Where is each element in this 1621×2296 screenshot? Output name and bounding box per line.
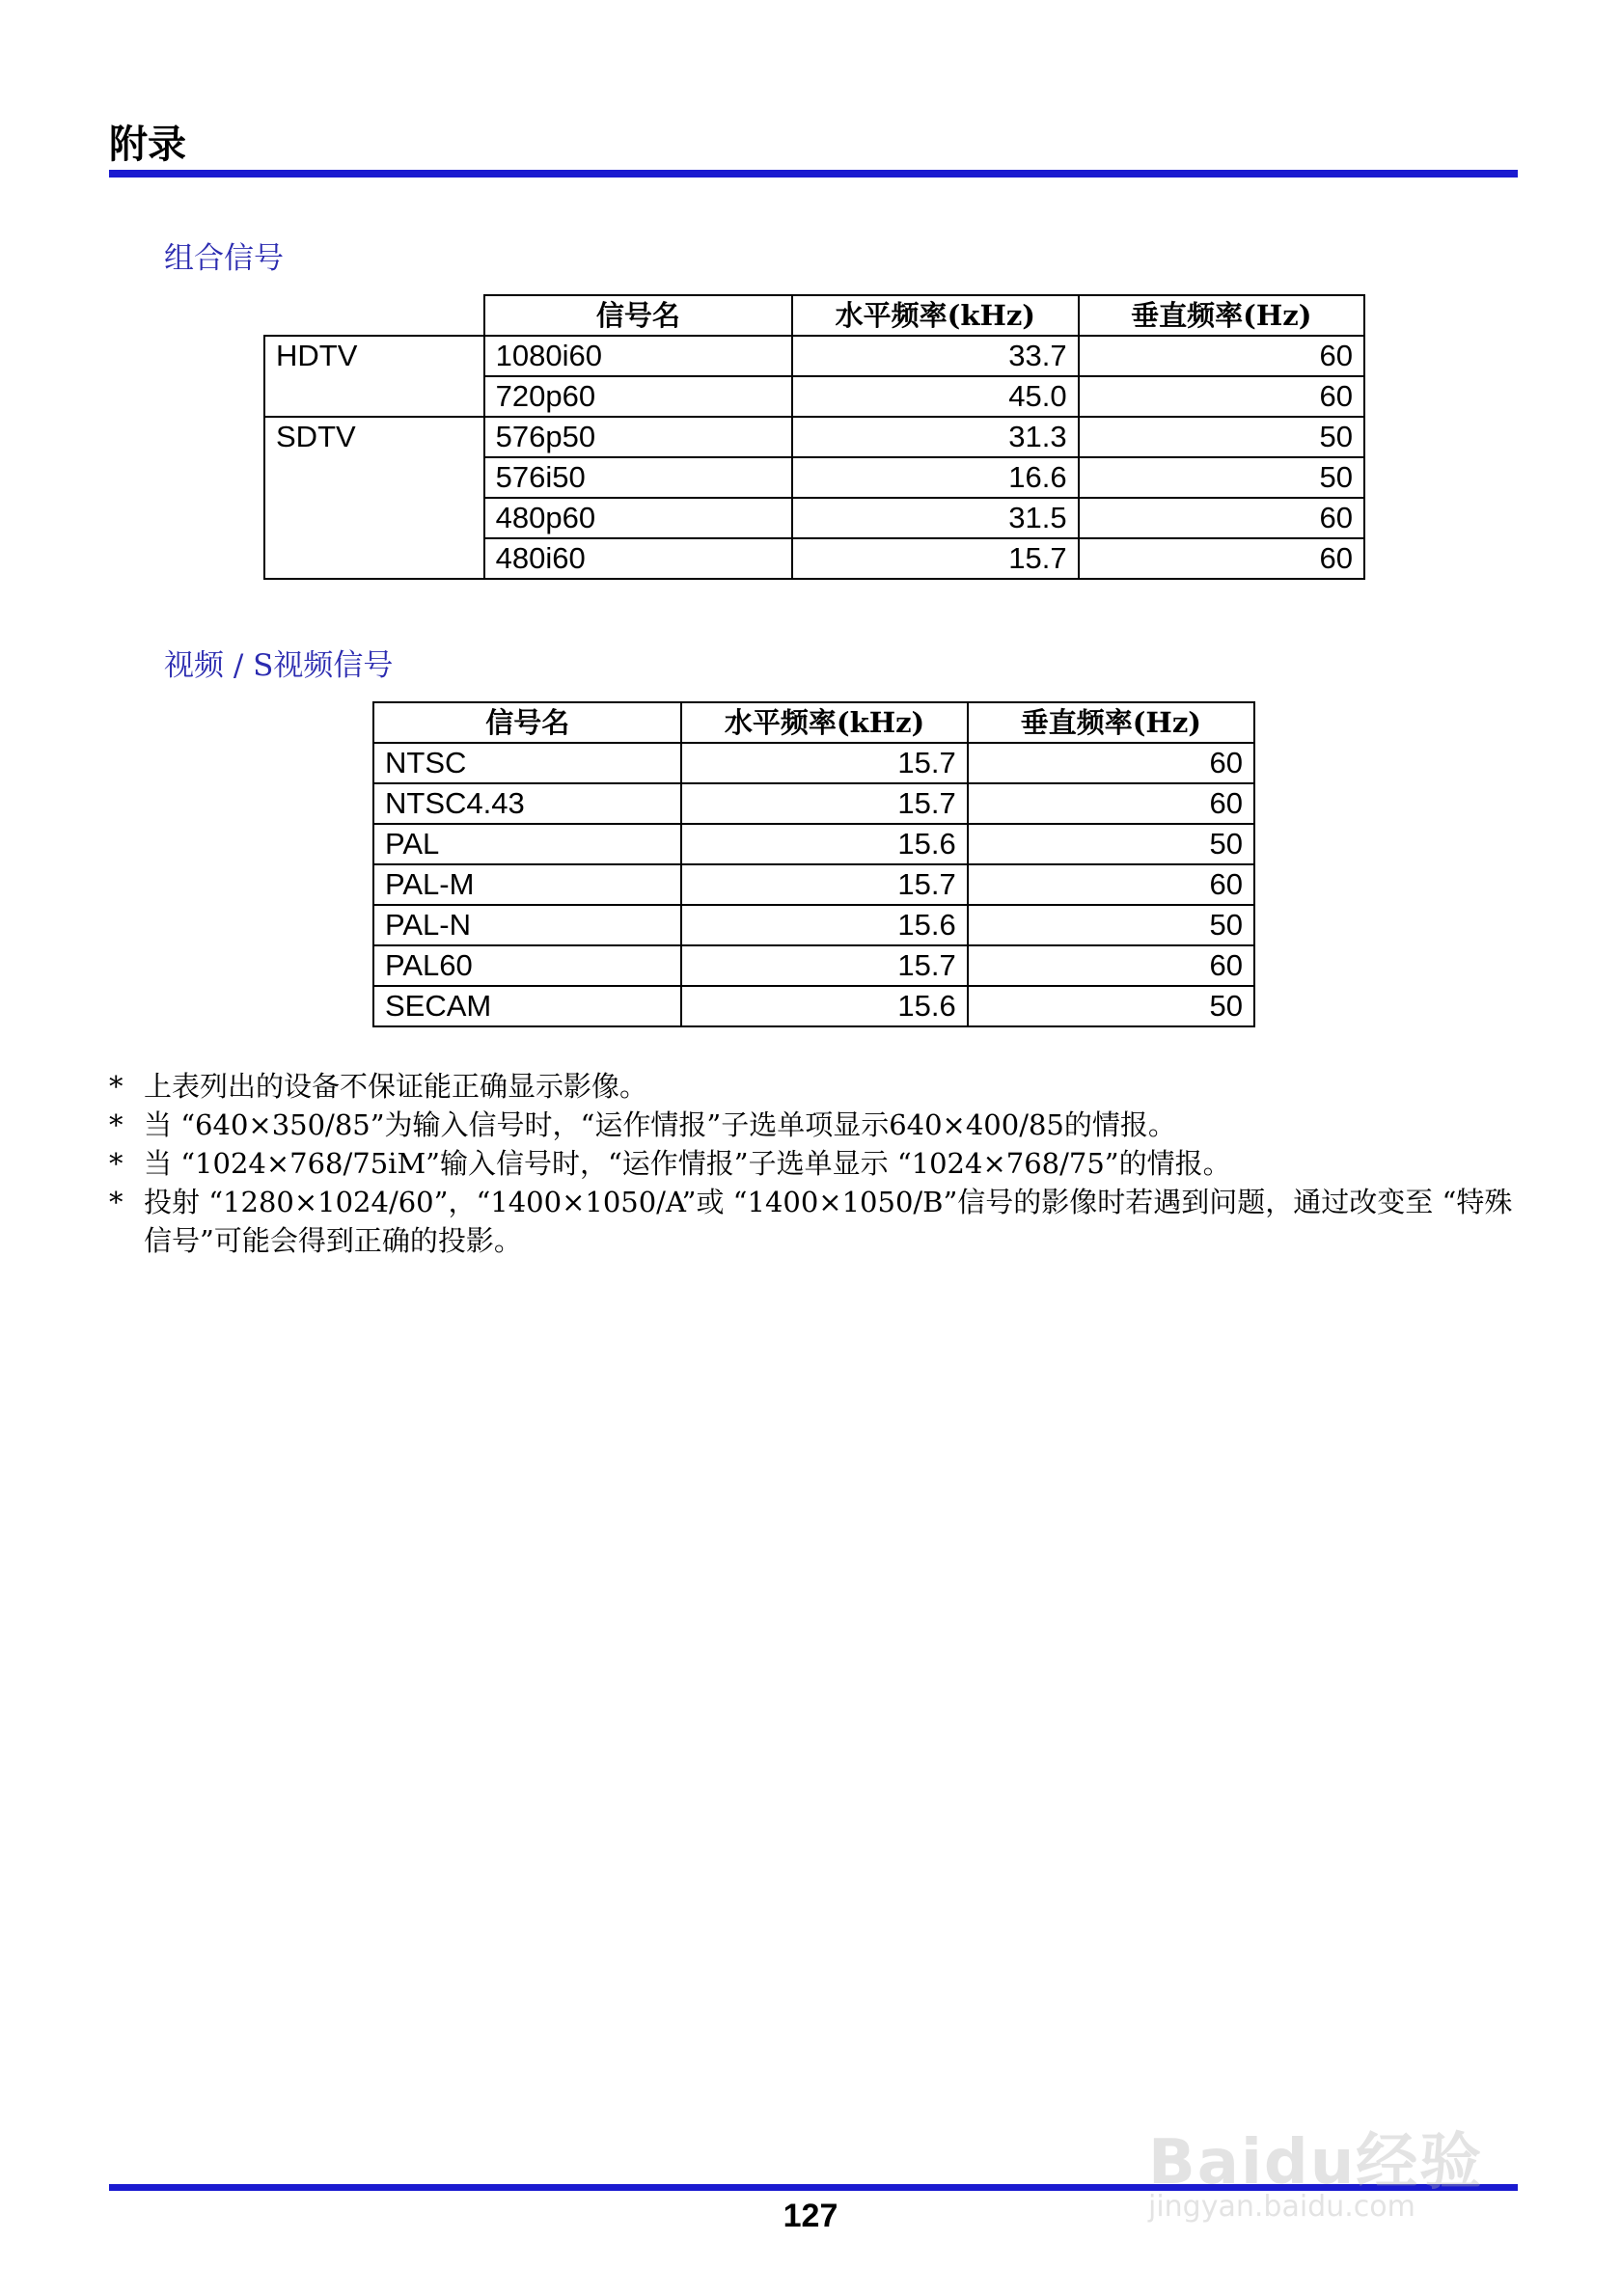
column-header-vertical-frequency: 垂直频率(Hz) bbox=[968, 702, 1254, 743]
column-header-vertical-frequency: 垂直频率(Hz) bbox=[1079, 295, 1364, 336]
vertical-frequency-cell: 60 bbox=[968, 743, 1254, 783]
vertical-frequency-cell: 60 bbox=[968, 945, 1254, 986]
horizontal-frequency-cell: 15.7 bbox=[681, 864, 967, 905]
column-header-horizontal-frequency: 水平频率(kHz) bbox=[681, 702, 967, 743]
signal-name-cell: 480i60 bbox=[484, 538, 792, 579]
table-header-row bbox=[373, 702, 1254, 743]
vertical-frequency-cell: 60 bbox=[968, 783, 1254, 824]
table-row bbox=[373, 864, 1254, 905]
signal-name-cell: NTSC bbox=[373, 743, 681, 783]
page-title: 附录 bbox=[109, 123, 186, 167]
horizontal-frequency-cell: 15.7 bbox=[681, 783, 967, 824]
signal-name-cell: 720p60 bbox=[484, 376, 792, 417]
note-item bbox=[109, 1106, 1527, 1144]
table-row bbox=[264, 417, 1364, 457]
note-item bbox=[109, 1144, 1527, 1183]
horizontal-frequency-cell: 16.6 bbox=[792, 457, 1078, 498]
vertical-frequency-cell: 50 bbox=[968, 905, 1254, 945]
vertical-frequency-cell: 50 bbox=[1079, 457, 1364, 498]
horizontal-frequency-cell: 33.7 bbox=[792, 336, 1078, 376]
baidu-watermark bbox=[1148, 2074, 1553, 2238]
vertical-frequency-cell: 50 bbox=[1079, 417, 1364, 457]
horizontal-frequency-cell: 15.7 bbox=[792, 538, 1078, 579]
vertical-frequency-cell: 50 bbox=[968, 824, 1254, 864]
horizontal-frequency-cell: 31.5 bbox=[792, 498, 1078, 538]
signal-name-cell: PAL bbox=[373, 824, 681, 864]
signal-name-cell: NTSC4.43 bbox=[373, 783, 681, 824]
section-title-video: 视频 / S视频信号 bbox=[164, 648, 394, 683]
page-number: 127 bbox=[783, 2198, 838, 2234]
column-header-horizontal-frequency: 水平频率(kHz) bbox=[792, 295, 1078, 336]
video-signal-table bbox=[372, 701, 1255, 1027]
table-row bbox=[373, 824, 1254, 864]
notes-list bbox=[109, 1067, 1527, 1260]
table-row bbox=[373, 945, 1254, 986]
vertical-frequency-cell: 60 bbox=[1079, 498, 1364, 538]
note-item bbox=[109, 1067, 1527, 1106]
signal-name-cell: 576p50 bbox=[484, 417, 792, 457]
note-text: 当 “640×350/85”为输入信号时，“运作情报”子选单项显示640×400/85的情报。 bbox=[144, 1108, 1176, 1141]
note-marker: * bbox=[109, 1186, 124, 1218]
signal-name-cell: PAL-M bbox=[373, 864, 681, 905]
vertical-frequency-cell: 60 bbox=[968, 864, 1254, 905]
horizontal-frequency-cell: 15.6 bbox=[681, 905, 967, 945]
category-cell-sdtv: SDTV bbox=[264, 417, 484, 579]
header-rule bbox=[109, 170, 1518, 178]
horizontal-frequency-cell: 15.6 bbox=[681, 824, 967, 864]
note-text: 投射 “1280×1024/60”，“1400×1050/A”或 “1400×1050/B”信号的影像时若遇到问题，通过改变至 “特殊信号”可能会得到正确的投影。 bbox=[144, 1186, 1513, 1257]
table-row bbox=[373, 905, 1254, 945]
signal-name-cell: 1080i60 bbox=[484, 336, 792, 376]
signal-name-cell: SECAM bbox=[373, 986, 681, 1026]
horizontal-frequency-cell: 15.7 bbox=[681, 743, 967, 783]
vertical-frequency-cell: 50 bbox=[968, 986, 1254, 1026]
table-row bbox=[373, 783, 1254, 824]
note-marker: * bbox=[109, 1108, 124, 1141]
horizontal-frequency-cell: 15.6 bbox=[681, 986, 967, 1026]
watermark-url: jingyan.baidu.com bbox=[1148, 2190, 1415, 2224]
note-marker: * bbox=[109, 1147, 124, 1180]
horizontal-frequency-cell: 45.0 bbox=[792, 376, 1078, 417]
table-header-row bbox=[264, 295, 1364, 336]
note-text: 当 “1024×768/75iM”输入信号时，“运作情报”子选单显示 “1024×768/75”的情报。 bbox=[144, 1147, 1231, 1180]
signal-name-cell: PAL60 bbox=[373, 945, 681, 986]
column-header-signal-name: 信号名 bbox=[373, 702, 681, 743]
horizontal-frequency-cell: 15.7 bbox=[681, 945, 967, 986]
signal-name-cell: PAL-N bbox=[373, 905, 681, 945]
table-row bbox=[373, 986, 1254, 1026]
note-text: 上表列出的设备不保证能正确显示影像。 bbox=[144, 1070, 648, 1103]
column-header-signal-name: 信号名 bbox=[484, 295, 792, 336]
signal-name-cell: 480p60 bbox=[484, 498, 792, 538]
table-row bbox=[373, 743, 1254, 783]
horizontal-frequency-cell: 31.3 bbox=[792, 417, 1078, 457]
vertical-frequency-cell: 60 bbox=[1079, 336, 1364, 376]
table-header-blank bbox=[264, 295, 484, 336]
watermark-logo-text: Baidu经验 bbox=[1148, 2127, 1484, 2199]
note-marker: * bbox=[109, 1070, 124, 1103]
signal-name-cell: 576i50 bbox=[484, 457, 792, 498]
vertical-frequency-cell: 60 bbox=[1079, 376, 1364, 417]
section-title-composite: 组合信号 bbox=[164, 241, 284, 276]
composite-signal-table bbox=[263, 294, 1365, 580]
table-row bbox=[264, 336, 1364, 376]
note-item bbox=[109, 1183, 1527, 1260]
vertical-frequency-cell: 60 bbox=[1079, 538, 1364, 579]
category-cell-hdtv: HDTV bbox=[264, 336, 484, 417]
